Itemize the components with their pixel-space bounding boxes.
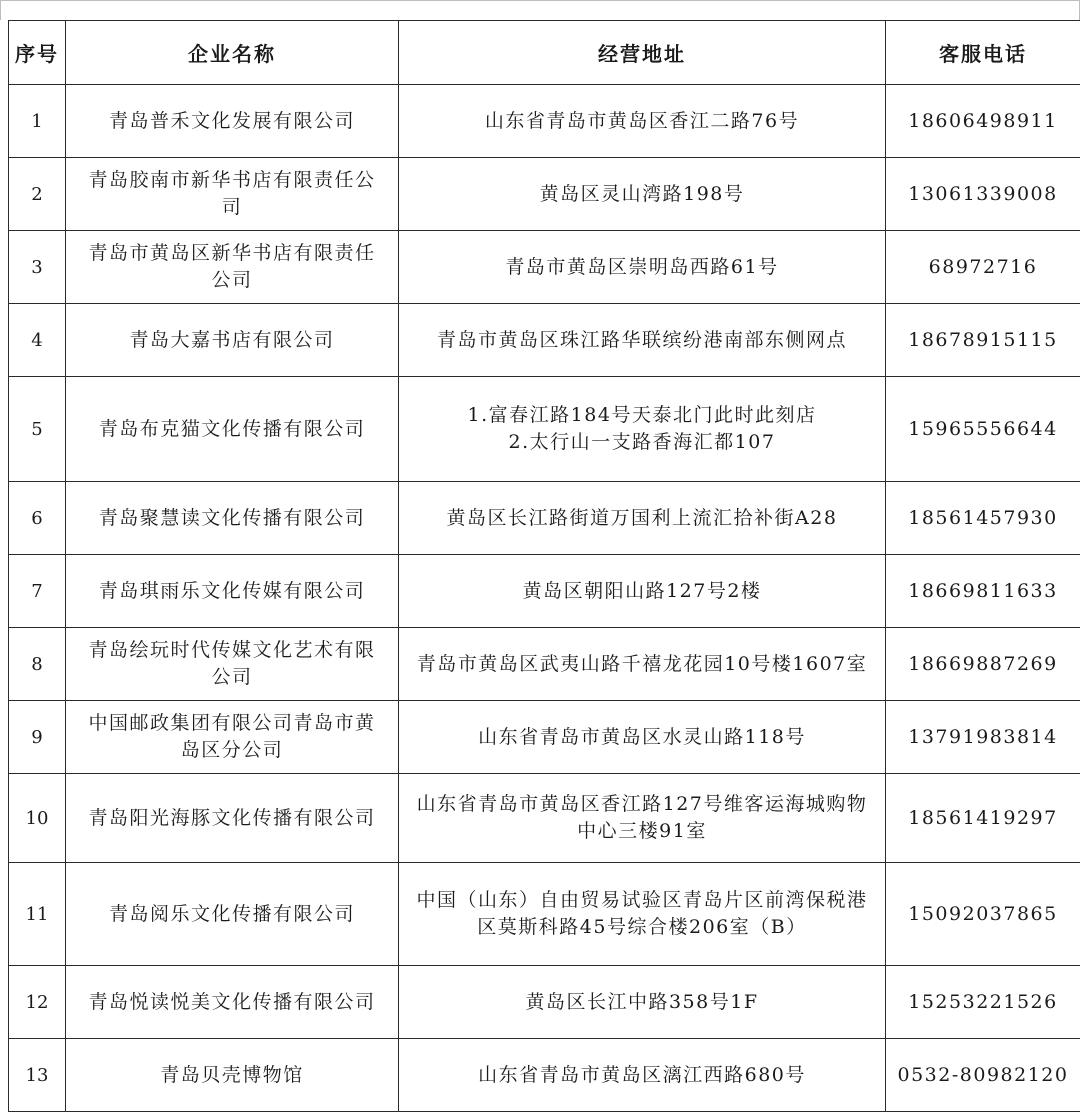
enterprise-name: [66, 628, 399, 701]
business-address-line: 区莫斯科路45号综合楼206室（B）: [405, 914, 879, 941]
business-address-line: 山东省青岛市黄岛区水灵山路118号: [405, 724, 879, 751]
table-row: [9, 231, 1080, 304]
service-phone: 0532-80982120: [886, 1039, 1080, 1112]
service-phone: 18561419297: [886, 774, 1080, 863]
service-phone: 13791983814: [886, 701, 1080, 774]
business-address: [399, 304, 886, 377]
row-index: 2: [9, 158, 66, 231]
business-address-line: 黄岛区长江中路358号1F: [405, 989, 879, 1016]
service-phone: 15253221526: [886, 966, 1080, 1039]
table-row: [9, 966, 1080, 1039]
row-index: 6: [9, 482, 66, 555]
enterprise-name: [66, 774, 399, 863]
row-index: 7: [9, 555, 66, 628]
enterprise-name: [66, 701, 399, 774]
row-index: 3: [9, 231, 66, 304]
service-phone: 18606498911: [886, 85, 1080, 158]
enterprise-name: [66, 482, 399, 555]
business-address-line: 2.太行山一支路香海汇都107: [405, 429, 879, 456]
row-index: 4: [9, 304, 66, 377]
enterprise-name: [66, 377, 399, 482]
business-address-line: 青岛市黄岛区珠江路华联缤纷港南部东侧网点: [405, 327, 879, 354]
row-index: 12: [9, 966, 66, 1039]
enterprise-name: [66, 158, 399, 231]
table-row: [9, 628, 1080, 701]
top-border: [0, 0, 1080, 20]
business-address: [399, 377, 886, 482]
enterprise-name-line: 青岛市黄岛区新华书店有限责任: [72, 240, 392, 267]
enterprise-name: [66, 966, 399, 1039]
table-row: [9, 701, 1080, 774]
business-address: [399, 628, 886, 701]
enterprise-name: [66, 304, 399, 377]
header-phone: 客服电话: [886, 21, 1080, 85]
enterprise-name: [66, 555, 399, 628]
business-address: [399, 231, 886, 304]
business-address-line: 中心三楼91室: [405, 818, 879, 845]
row-index: 1: [9, 85, 66, 158]
enterprise-name: [66, 231, 399, 304]
enterprise-name-line: 青岛大嘉书店有限公司: [72, 327, 392, 354]
business-address: [399, 158, 886, 231]
table-row: [9, 482, 1080, 555]
enterprise-name-line: 青岛聚慧读文化传播有限公司: [72, 505, 392, 532]
service-phone: 13061339008: [886, 158, 1080, 231]
enterprise-name-line: 中国邮政集团有限公司青岛市黄: [72, 710, 392, 737]
table-row: [9, 1039, 1080, 1112]
service-phone: 18669811633: [886, 555, 1080, 628]
business-address-line: 黄岛区朝阳山路127号2楼: [405, 578, 879, 605]
enterprise-name-line: 青岛阳光海豚文化传播有限公司: [72, 805, 392, 832]
business-address: [399, 85, 886, 158]
enterprise-name-line: 青岛普禾文化发展有限公司: [72, 108, 392, 135]
business-address: [399, 555, 886, 628]
business-address-line: 山东省青岛市黄岛区漓江西路680号: [405, 1062, 879, 1089]
table-body: [9, 85, 1080, 1112]
header-address: 经营地址: [399, 21, 886, 85]
business-address-line: 山东省青岛市黄岛区香江路127号维客运海城购物: [405, 791, 879, 818]
header-name: 企业名称: [66, 21, 399, 85]
enterprise-name: [66, 1039, 399, 1112]
row-index: 5: [9, 377, 66, 482]
business-address-line: 山东省青岛市黄岛区香江二路76号: [405, 108, 879, 135]
business-address-line: 1.富春江路184号天泰北门此时此刻店: [405, 402, 879, 429]
business-address-line: 青岛市黄岛区武夷山路千禧龙花园10号楼1607室: [405, 651, 879, 678]
table-row: [9, 158, 1080, 231]
table-row: [9, 85, 1080, 158]
row-index: 10: [9, 774, 66, 863]
service-phone: 68972716: [886, 231, 1080, 304]
table-row: [9, 304, 1080, 377]
enterprise-name-line: 青岛绘玩时代传媒文化艺术有限: [72, 637, 392, 664]
service-phone: 18678915115: [886, 304, 1080, 377]
service-phone: 15092037865: [886, 863, 1080, 966]
table-header-row: [9, 21, 1080, 85]
business-address-line: 黄岛区长江路街道万国利上流汇拾补街A28: [405, 505, 879, 532]
business-address: [399, 966, 886, 1039]
row-index: 8: [9, 628, 66, 701]
service-phone: 18669887269: [886, 628, 1080, 701]
header-index: 序号: [9, 21, 66, 85]
enterprise-name-line: 公司: [72, 664, 392, 691]
table-row: [9, 377, 1080, 482]
enterprise-name-line: 公司: [72, 267, 392, 294]
enterprise-table: [8, 20, 1080, 1112]
service-phone: 15965556644: [886, 377, 1080, 482]
row-index: 13: [9, 1039, 66, 1112]
enterprise-name-line: 青岛悦读悦美文化传播有限公司: [72, 989, 392, 1016]
table-row: [9, 774, 1080, 863]
enterprise-name-line: 青岛布克猫文化传播有限公司: [72, 416, 392, 443]
business-address: [399, 1039, 886, 1112]
business-address: [399, 701, 886, 774]
business-address-line: 黄岛区灵山湾路198号: [405, 181, 879, 208]
business-address-line: 中国（山东）自由贸易试验区青岛片区前湾保税港: [405, 887, 879, 914]
service-phone: 18561457930: [886, 482, 1080, 555]
enterprise-name: [66, 85, 399, 158]
enterprise-name-line: 岛区分公司: [72, 737, 392, 764]
enterprise-name-line: 青岛琪雨乐文化传媒有限公司: [72, 578, 392, 605]
enterprise-name-line: 司: [72, 194, 392, 221]
business-address: [399, 482, 886, 555]
enterprise-name-line: 青岛胶南市新华书店有限责任公: [72, 167, 392, 194]
enterprise-name: [66, 863, 399, 966]
row-index: 9: [9, 701, 66, 774]
table-row: [9, 555, 1080, 628]
table-row: [9, 863, 1080, 966]
enterprise-name-line: 青岛阅乐文化传播有限公司: [72, 901, 392, 928]
row-index: 11: [9, 863, 66, 966]
enterprise-name-line: 青岛贝壳博物馆: [72, 1062, 392, 1089]
business-address: [399, 774, 886, 863]
business-address: [399, 863, 886, 966]
business-address-line: 青岛市黄岛区崇明岛西路61号: [405, 254, 879, 281]
